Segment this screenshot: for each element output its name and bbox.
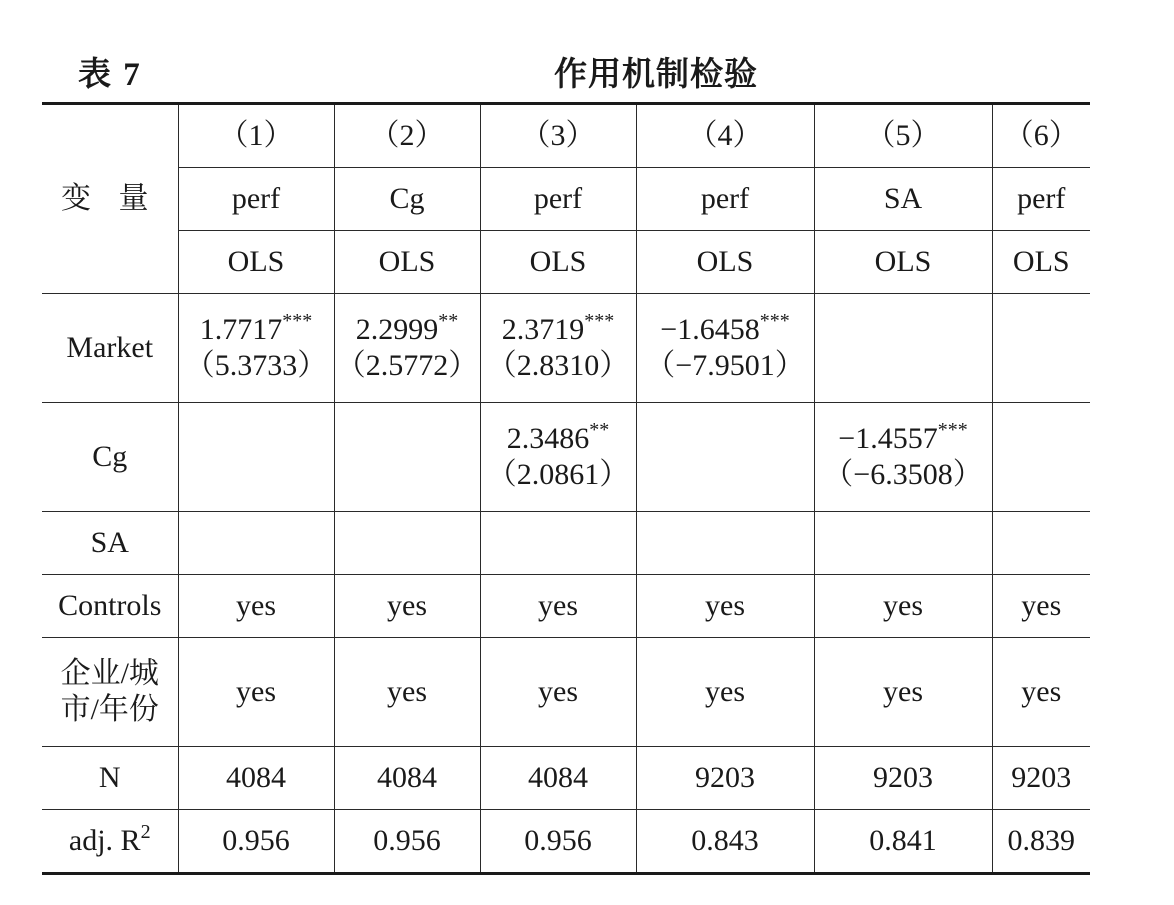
- coef-cell: [992, 403, 1090, 512]
- value-cell: 9203: [814, 747, 992, 810]
- value-cell: yes: [814, 638, 992, 747]
- stub-header: 变 量: [42, 104, 178, 294]
- header-row-method: [42, 231, 1090, 294]
- column-number: （2）: [334, 104, 480, 168]
- column-number: （4）: [636, 104, 814, 168]
- value-cell: [334, 512, 480, 575]
- value-cell: yes: [992, 575, 1090, 638]
- coef-cell: 1.7717*** （5.3733）: [178, 294, 334, 403]
- coef-cell: [178, 403, 334, 512]
- coef-cell: 2.3719*** （2.8310）: [480, 294, 636, 403]
- dependent-variable: perf: [178, 168, 334, 231]
- value-cell: yes: [480, 575, 636, 638]
- value-cell: [636, 512, 814, 575]
- dependent-variable: Cg: [334, 168, 480, 231]
- value-cell: 0.843: [636, 810, 814, 874]
- coef-cell: [334, 403, 480, 512]
- value-cell: 0.956: [480, 810, 636, 874]
- estimation-method: OLS: [178, 231, 334, 294]
- value-cell: yes: [636, 638, 814, 747]
- estimation-method: OLS: [480, 231, 636, 294]
- row-adj-r2: [42, 810, 1090, 874]
- column-number: （5）: [814, 104, 992, 168]
- table-title: 作用机制检验: [554, 57, 758, 93]
- value-cell: 9203: [992, 747, 1090, 810]
- column-number: （3）: [480, 104, 636, 168]
- regression-table: [42, 102, 1090, 875]
- coef-cell: 2.2999** （2.5772）: [334, 294, 480, 403]
- header-row-numbers: [42, 104, 1090, 168]
- value-cell: 0.839: [992, 810, 1090, 874]
- header-row-dependent: [42, 168, 1090, 231]
- value-cell: [814, 512, 992, 575]
- value-cell: yes: [178, 638, 334, 747]
- value-cell: yes: [814, 575, 992, 638]
- value-cell: 4084: [480, 747, 636, 810]
- value-cell: 0.956: [334, 810, 480, 874]
- value-cell: 4084: [334, 747, 480, 810]
- estimation-method: OLS: [992, 231, 1090, 294]
- coef-cell: −1.6458*** （−7.9501）: [636, 294, 814, 403]
- value-cell: [992, 512, 1090, 575]
- value-cell: yes: [334, 575, 480, 638]
- row-cg: [42, 403, 1090, 512]
- row-observations: [42, 747, 1090, 810]
- value-cell: 4084: [178, 747, 334, 810]
- dependent-variable: perf: [636, 168, 814, 231]
- row-label: 企业/城 市/年份: [42, 638, 178, 747]
- estimation-method: OLS: [814, 231, 992, 294]
- dependent-variable: perf: [992, 168, 1090, 231]
- value-cell: 0.841: [814, 810, 992, 874]
- row-label: N: [42, 747, 178, 810]
- coef-cell: −1.4557*** （−6.3508）: [814, 403, 992, 512]
- value-cell: yes: [178, 575, 334, 638]
- value-cell: [480, 512, 636, 575]
- value-cell: yes: [334, 638, 480, 747]
- value-cell: yes: [636, 575, 814, 638]
- estimation-method: OLS: [334, 231, 480, 294]
- row-controls: [42, 575, 1090, 638]
- row-label: SA: [42, 512, 178, 575]
- dependent-variable: SA: [814, 168, 992, 231]
- table-number: 表 7: [78, 57, 142, 93]
- value-cell: 9203: [636, 747, 814, 810]
- row-label: Market: [42, 294, 178, 403]
- dependent-variable: perf: [480, 168, 636, 231]
- column-number: （6）: [992, 104, 1090, 168]
- coef-cell: [814, 294, 992, 403]
- value-cell: 0.956: [178, 810, 334, 874]
- coef-cell: [636, 403, 814, 512]
- row-label: adj. $R^2$: [42, 810, 178, 874]
- column-number: （1）: [178, 104, 334, 168]
- row-label: Cg: [42, 403, 178, 512]
- row-label: Controls: [42, 575, 178, 638]
- row-sa: [42, 512, 1090, 575]
- table-header: [42, 48, 1090, 98]
- estimation-method: OLS: [636, 231, 814, 294]
- coef-cell: [992, 294, 1090, 403]
- value-cell: yes: [480, 638, 636, 747]
- value-cell: [178, 512, 334, 575]
- value-cell: yes: [992, 638, 1090, 747]
- row-market: [42, 294, 1090, 403]
- coef-cell: 2.3486** （2.0861）: [480, 403, 636, 512]
- row-fixed-effects: [42, 638, 1090, 747]
